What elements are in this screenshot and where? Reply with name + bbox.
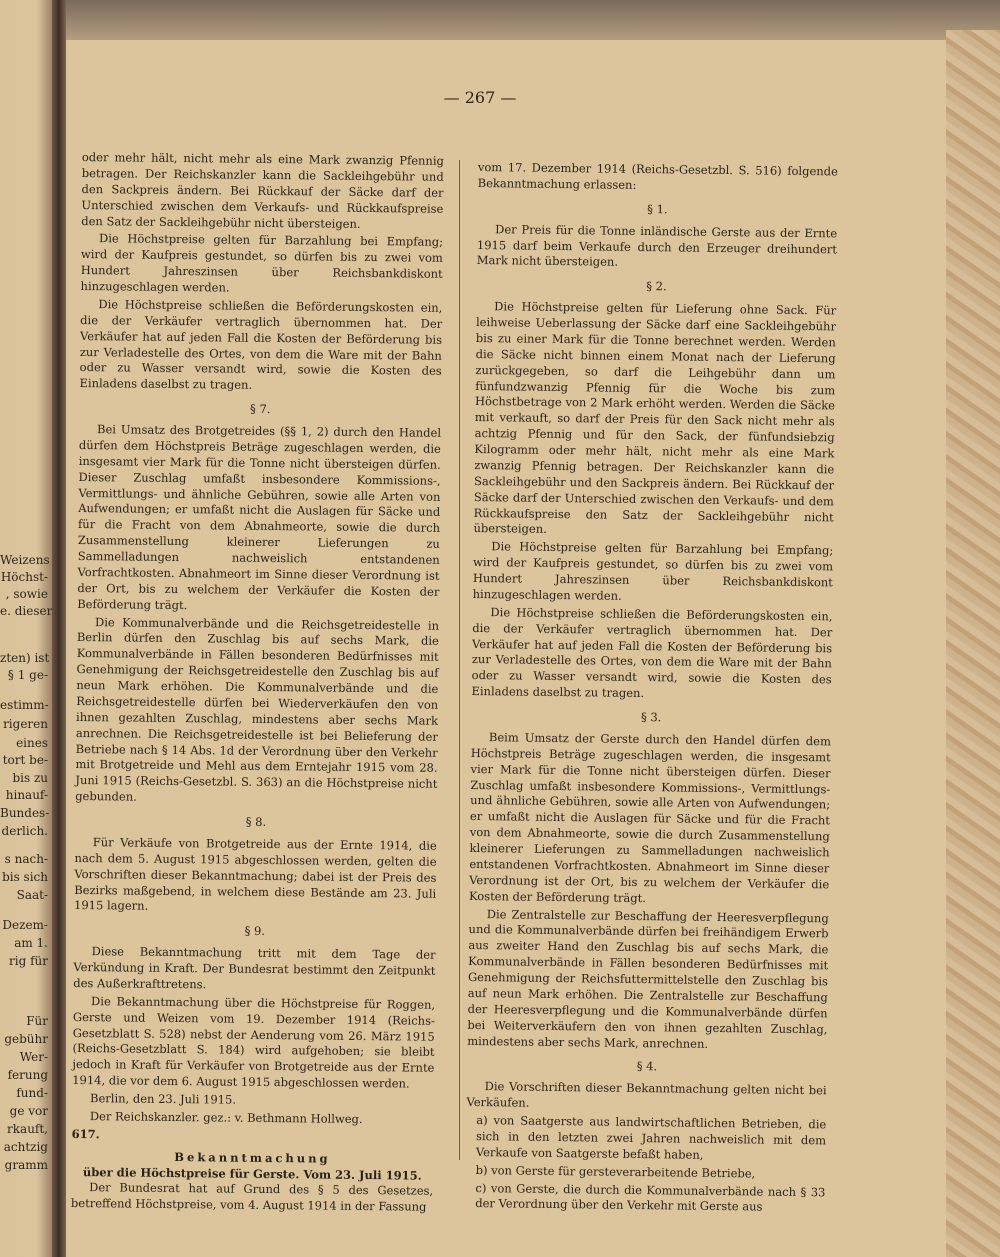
- paragraph: Bei Umsatz des Brotgetreides (§§ 1, 2) durch den Handel dürfen dem Höchstpreis Beträge zugeschlagen werden, die insgesamt vier Mark für die Tonne nicht übersteigen dürfen. Dieser Zuschlag umfaßt insbesondere Kommissions-, Vermittlungs- und ähnliche Gebühren, sowie alle Arten von Aufwendungen; er umfaßt nicht die Auslagen für Säcke und für die Fracht von dem Abnahmeorte, sowie die durch Zusammenstellung kleinerer Lieferungen zu Sammelladungen nachweislich entstandenen Vorfrachtkosten. Abnahmeort im Sinne dieser Verordnung ist der Ort, bis zu welchem der Verkäufer die Kosten der Beförderung trägt.: [77, 422, 442, 612]
- margin-fragment: ferung: [7, 1068, 48, 1082]
- margin-fragment: Wer-: [19, 1050, 48, 1064]
- announcement-subtitle: über die Höchstpreise für Gerste. Vom 23. Juli 1915.: [82, 1164, 422, 1183]
- left-column: [71, 150, 444, 1218]
- margin-fragment: am 1.: [14, 936, 48, 950]
- section-8-body: [74, 835, 437, 918]
- section-7-body: [75, 422, 441, 809]
- margin-fragment: Weizens: [0, 553, 50, 567]
- margin-fragment: Höchst-: [0, 570, 48, 584]
- paragraph: Die Höchstpreise gelten für Lieferung ohne Sack. Für leihweise Ueberlassung der Säcke darf eine Sackleihgebühr bis zu einer Mark für die Tonne berechnet werden. Werden die Säcke nicht binnen einem Monat nach der Lieferung zurückgegeben, so darf die Leihgebühr dann um fünfundzwanzig Pfennig für die Woche bis zum Höchstbetrage von 2 Mark erhöht werden. Werden die Säcke mit verkauft, so darf der Preis für den Sack nicht mehr als achtzig Pfennig und für den Sack, der fünfundsiebzig Kilogramm oder mehr hält, nicht mehr als eine Mark zwanzig Pfennig betragen. Der Reichskanzler kann die Sackleihgebühr und den Sackpreis ändern. Bei Rückkauf der Säcke darf der Unterschied zwischen den Verkaufs- und dem Rückkaufspreise den Satz der Sackleihgebühr nicht übersteigen.: [473, 299, 837, 537]
- margin-fragment: derlich.: [1, 824, 48, 838]
- paragraph: Für Verkäufe von Brotgetreide aus der Ernte 1914, die nach dem 5. August 1915 abgeschlossen werden, gelten die Vorschriften dieser Bekanntmachung; dabei ist der Preis des Bezirks maßgebend, in welchem diese Bestände am 23. Juli 1915 lagern.: [74, 835, 437, 914]
- paragraph: Die Höchstpreise schließen die Beförderungskosten ein, die der Verkäufer vertraglich übernommen hat. Der Verkäufer hat auf jeden Fall die Kosten der Beförderung bis zur Verladestelle des Ortes, von dem die Ware mit der Bahn oder zu Wasser versandt wird, sowie die Kosten des Einladens daselbst zu tragen.: [79, 297, 443, 393]
- paragraph: Die Höchstpreise gelten für Barzahlung bei Empfang; wird der Kaufpreis gestundet, so dürfen bis zu zwei vom Hundert Jahreszinsen über Reichsbankdiskont hinzugeschlagen werden.: [472, 539, 834, 603]
- list-item: b) von Gerste für gersteverarbeitende Betriebe,: [475, 1162, 756, 1181]
- signature: Der Reichskanzler. gez.: v. Bethmann Hollweg.: [89, 1109, 363, 1126]
- margin-fragment: estimm-: [0, 698, 49, 712]
- adjacent-page-fragment: [0, 0, 52, 1257]
- paragraph: oder mehr hält, nicht mehr als eine Mark zwanzig Pfennig betragen. Der Reichskanzler kann die Sackleihgebühr und den Sackpreis ändern. Bei Rückkauf der Säcke darf der Unterschied zwischen dem Verkaufs- und Rückkaufspreise den Satz der Sackleihgebühr nicht übersteigen.: [81, 150, 444, 231]
- announcement-title: Bekanntmachung: [174, 1149, 331, 1166]
- margin-fragment: e. dieser: [0, 604, 52, 618]
- section-2-heading: § 2.: [646, 279, 667, 294]
- margin-fragment: bis sich: [2, 870, 48, 884]
- margin-fragment: fund-: [16, 1086, 48, 1100]
- announcement-intro: Der Bundesrat hat auf Grund des § 5 des Gesetzes, betreffend Höchstpreise, vom 4. August 1914 in der Fassung: [70, 1180, 434, 1214]
- margin-fragment: hinauf-: [5, 788, 48, 802]
- margin-fragment: s nach-: [4, 852, 48, 866]
- list-item: a) von Saatgerste aus landwirtschaftlichen Betrieben, die sich in den letzten zwei Jahren nachweislich mit dem Verkaufe von Saatgerste befaßt haben,: [475, 1113, 827, 1162]
- paragraph: Die Zentralstelle zur Beschaffung der Heeresverpflegung und die Kommunalverbände dürfen bei freihändigem Erwerb aus zweiter Hand den Zuschlag bis auf sechs Mark, die Kommunalverbände in Fällen besonderen Bedürfnisses mit Genehmigung der Reichsfuttermittelstelle den Zuschlag bis auf neun Mark erhöhen. Die Zentralstelle zur Beschaffung der Heeresverpflegung und die Kommunalverbände dürfen bei Weiterverkäufern den von ihnen gezahlten Zuschlag, mindestens aber sechs Mark, anrechnen.: [467, 906, 829, 1051]
- margin-fragment: rig für: [9, 954, 48, 968]
- book-gutter: [52, 0, 66, 1257]
- margin-fragment: eines: [16, 736, 48, 750]
- margin-fragment: § 1 ge-: [7, 668, 48, 682]
- paragraph: Die Kommunalverbände und die Reichsgetreidestelle in Berlin dürfen den Zuschlag bis auf sechs Mark, die Kommunalverbände in Fällen besonderen Bedürfnisses mit Genehmigung der Reichsgetreidestelle den Zuschlag bis auf neun Mark erhöhen. Die Kommunalverbände und die Reichsgetreidestelle dürfen bei Wiederverkäufen den von ihnen gezahlten Zuschlag, mindestens aber sechs Mark anrechnen. Die Reichsgetreidestelle ist bei Belieferung der Betriebe nach § 14 Abs. 1d der Verordnung über den Verkehr mit Brotgetreide und Mehl aus dem Erntejahr 1915 vom 28. Juni 1915 (Reichs-Gesetzbl. S. 363) an die Höchstpreise nicht gebunden.: [75, 614, 440, 804]
- margin-fragment: tort be-: [2, 753, 48, 767]
- section-1-heading: § 1.: [647, 201, 668, 217]
- paragraph: Beim Umsatz der Gerste durch den Handel dürfen dem Höchstpreis Beträge zugeschlagen werden, die insgesamt vier Mark für die Tonne nicht übersteigen dürfen. Dieser Zuschlag umfaßt insbesondere Kommissions-, Vermittlungs- und ähnliche Gebühren, sowie alle Arten von Aufwendungen; er umfaßt nicht die Auslagen für Säcke und für die Fracht von dem Abnahmeorte, sowie die durch Zusammenstellung kleinerer Lieferungen zu Sammelladungen nachweislich entstandenen Vorfrachtkosten. Abnahmeort im Sinne dieser Verordnung ist der Ort, bis zu welchem der Verkäufer die Kosten der Beförderung trägt.: [468, 730, 832, 905]
- section-7-heading: § 7.: [250, 401, 271, 417]
- margin-fragment: ge vor: [9, 1104, 48, 1118]
- paragraph: Die Höchstpreise schließen die Beförderungskosten ein, die der Verkäufer vertraglich übernommen hat. Der Verkäufer hat auf jeden Fall die Kosten der Beförderung bis zur Verladestelle des Ortes, von dem die Ware mit der Bahn oder zu Wasser versandt wird, sowie die Kosten des Einladens daselbst zu tragen.: [471, 604, 833, 701]
- entry-number: 617.: [71, 1126, 100, 1141]
- paragraph: Die Höchstpreise gelten für Barzahlung bei Empfang; wird der Kaufpreis gestundet, so dürfen bis zu zwei vom Hundert Jahreszinsen über Reichsbankdiskont hinzugeschlagen werden.: [80, 231, 444, 295]
- section-3-heading: § 3.: [640, 710, 662, 725]
- margin-fragment: Für: [26, 1014, 48, 1028]
- margin-fragment: Bundes-: [0, 806, 50, 820]
- left-paragraphs-top: [79, 150, 444, 396]
- page-number: — 267 —: [443, 88, 517, 107]
- section-8-heading: § 8.: [245, 814, 267, 829]
- margin-fragment: rigeren: [3, 717, 48, 731]
- column-divider: [459, 160, 460, 1160]
- right-column: [465, 160, 838, 1219]
- section-2-body: [471, 299, 836, 704]
- intro-continuation: vom 17. Dezember 1914 (Reichs-Gesetzbl. S. 516) folgende Bekanntmachung erlassen:: [477, 160, 838, 192]
- margin-fragment: Saat-: [16, 888, 48, 902]
- margin-fragment: gramm: [4, 1158, 48, 1172]
- margin-fragment: achtzig: [3, 1140, 48, 1154]
- list-item: c) von Gerste, die durch die Kommunalverbände nach § 33 der Verordnung über den Verkehr mit Gerste aus: [475, 1180, 826, 1214]
- paragraph: Die Bekanntmachung über die Höchstpreise für Roggen, Gerste und Weizen vom 19. Dezember 1914 (Reichs-Gesetzblatt S. 528) nebst der Aenderung vom 26. März 1915 (Reichs-Gesetzblatt S. 184) wird aufgehoben; sie bleibt jedoch in Kraft für Verkäufer von Brotgetreide aus der Ernte 1914, die vor dem 6. August 1915 abgeschlossen werden.: [72, 993, 436, 1091]
- section-3-body: [467, 730, 831, 1054]
- date-line: Berlin, den 23. Juli 1915.: [89, 1091, 237, 1107]
- section-1-body: [477, 222, 838, 274]
- margin-fragment: , sowie: [5, 587, 48, 601]
- margin-fragment: bis zu: [12, 771, 48, 785]
- margin-fragment: zten) ist: [0, 651, 50, 665]
- margin-fragment: gebühr: [4, 1032, 48, 1046]
- section-4-items: [465, 1113, 826, 1217]
- margin-fragment: rkauft,: [7, 1122, 48, 1136]
- section-9-heading: § 9.: [244, 923, 266, 939]
- paragraph: Der Preis für die Tonne inländische Gerste aus der Ernte 1915 darf beim Verkaufe durch den Erzeuger dreihundert Mark nicht übersteigen.: [476, 221, 838, 270]
- section-9-body: [72, 944, 435, 1093]
- section-4-heading: § 4.: [636, 1059, 658, 1074]
- section-4-intro: Die Vorschriften dieser Bekanntmachung gelten nicht bei Verkäufen.: [466, 1079, 827, 1110]
- book-edge: [946, 30, 1000, 1257]
- margin-fragment: Dezem-: [2, 918, 48, 932]
- scan-top-strip: [66, 0, 1000, 40]
- paragraph: Diese Bekanntmachung tritt mit dem Tage der Verkündung in Kraft. Der Bundesrat bestimmt den Zeitpunkt des Außerkrafttretens.: [73, 944, 436, 992]
